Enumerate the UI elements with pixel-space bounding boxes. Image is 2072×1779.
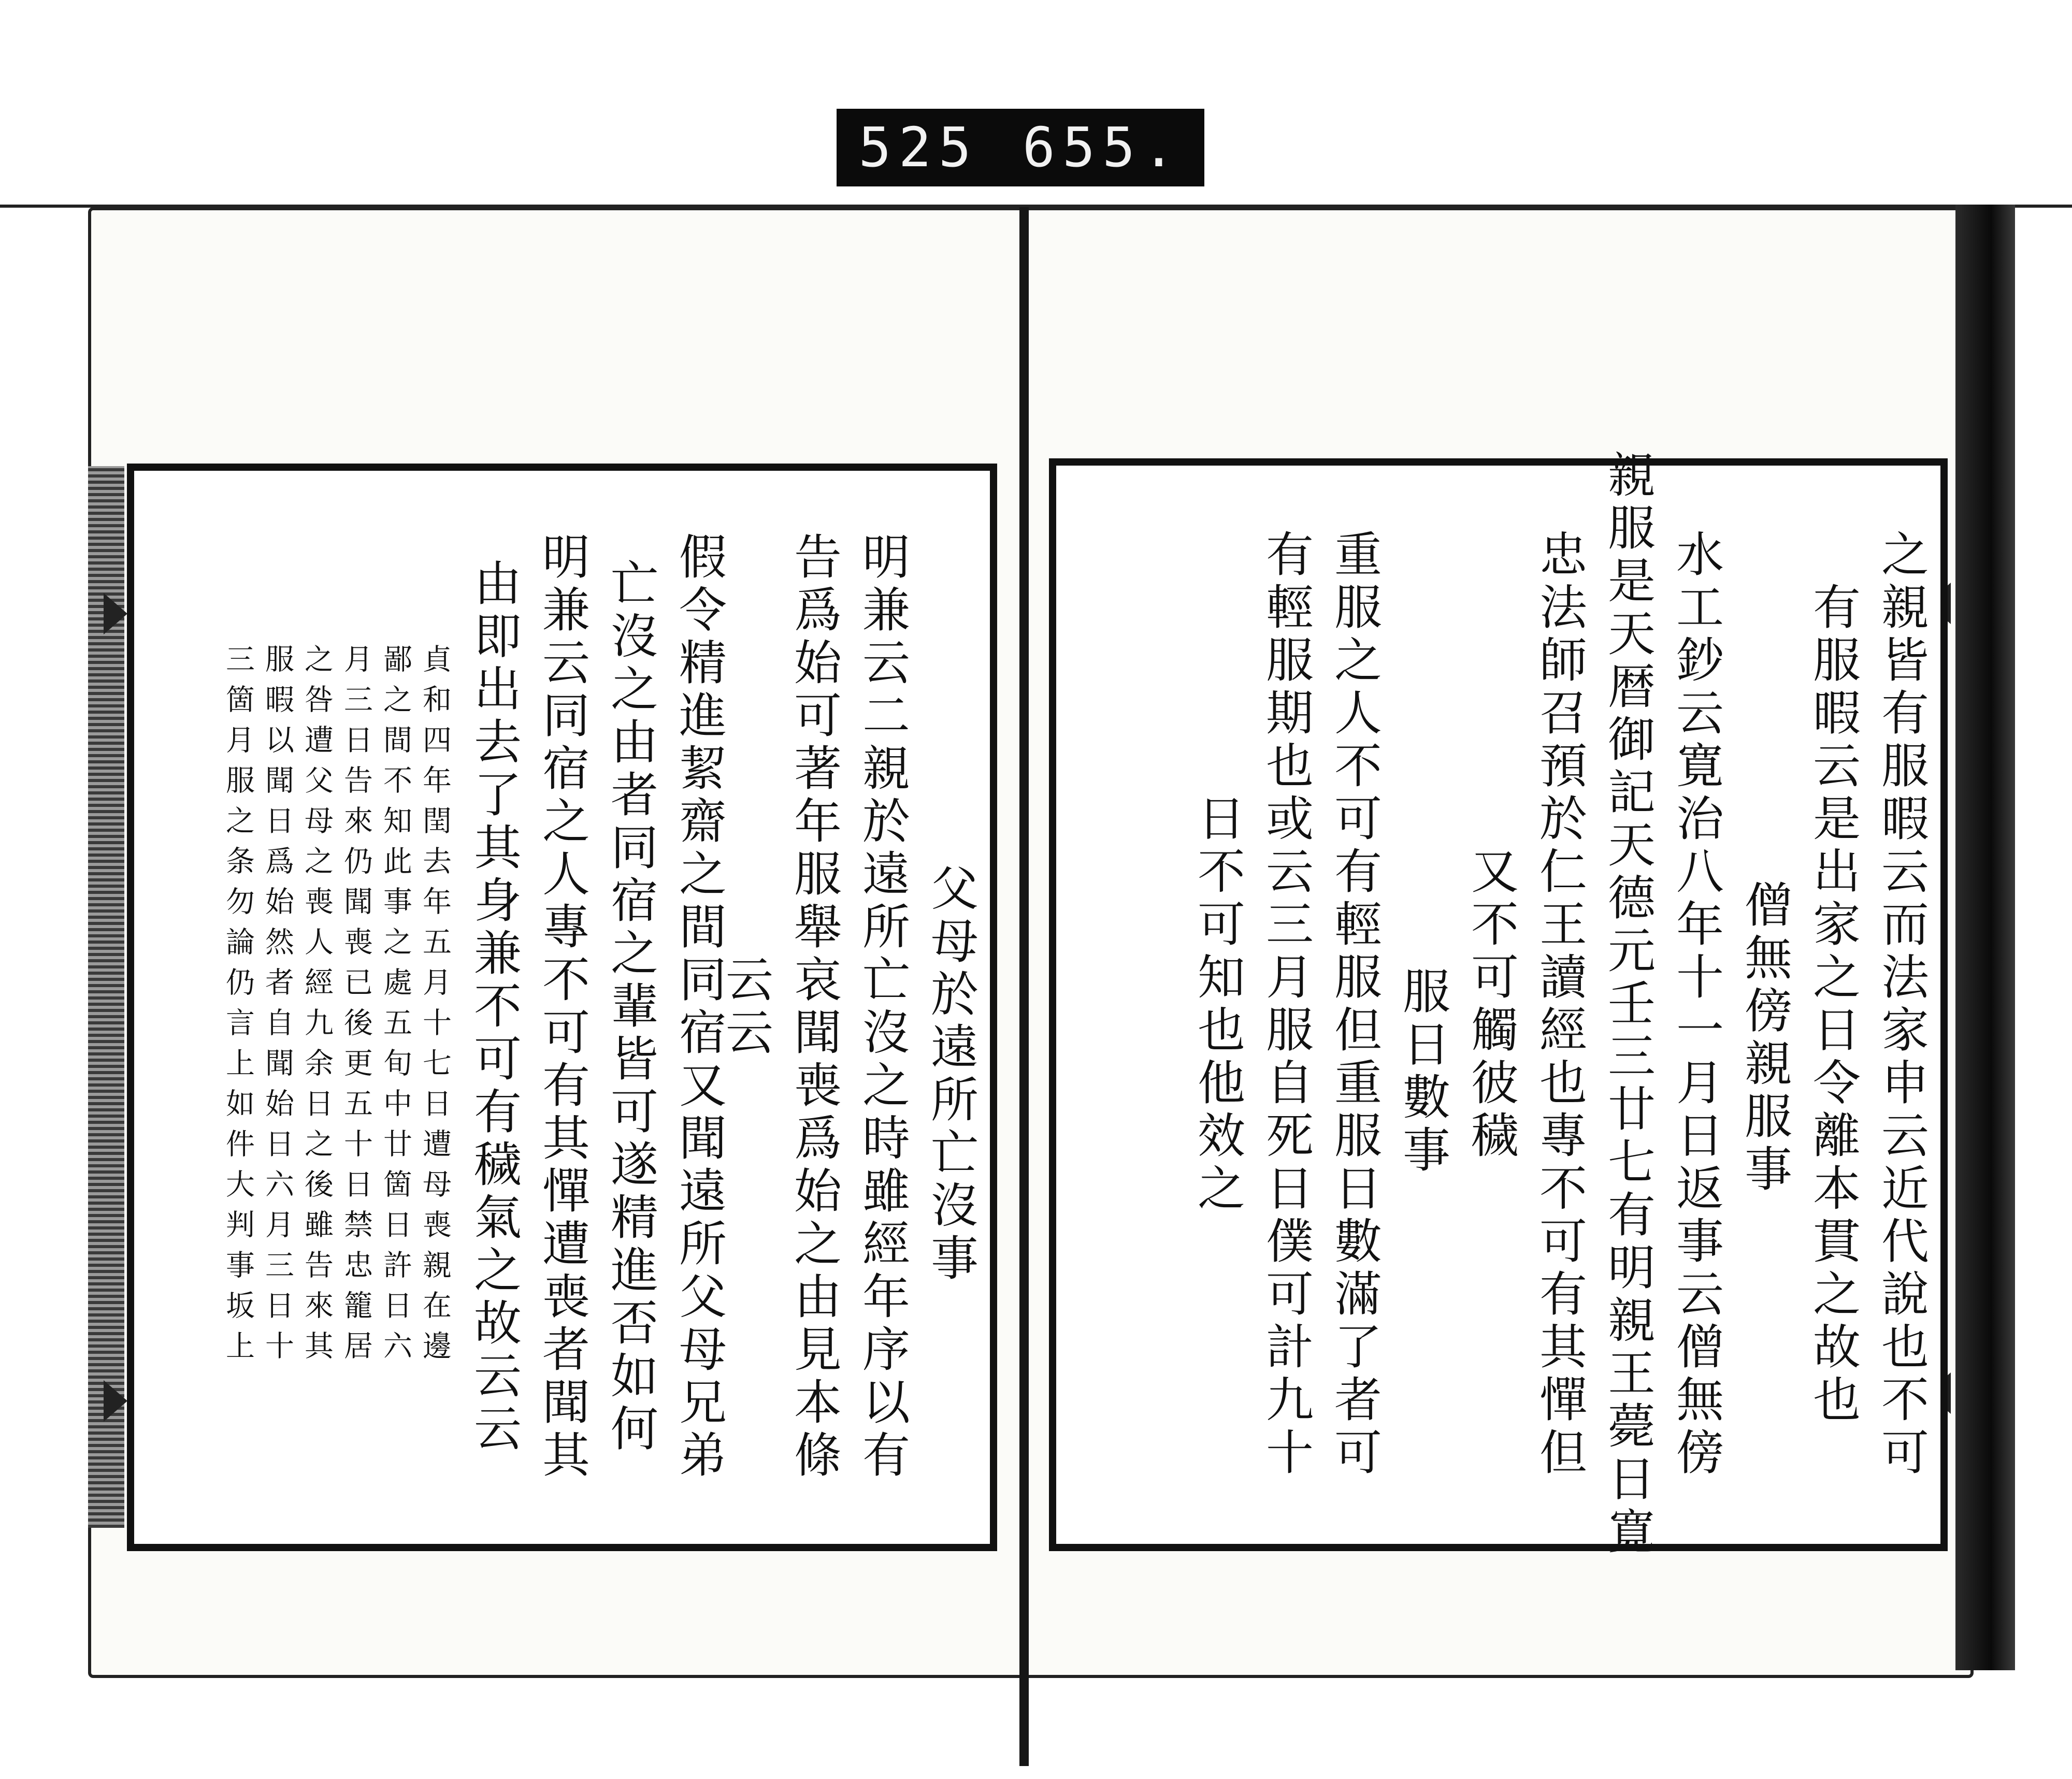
- section-heading: 服日數事: [1395, 966, 1450, 1178]
- text-column: 水工鈔云寛治八年十一月日返事云僧無傍: [1668, 529, 1724, 1480]
- section-heading: 僧無傍親服事: [1737, 880, 1792, 1197]
- text-column: 又不可觸彼穢: [1463, 846, 1519, 1163]
- left-fish-tail-mark-top: [104, 593, 127, 634]
- section-heading: 父母於遠所亡沒事: [923, 863, 979, 1286]
- left-page-text: [150, 491, 979, 1523]
- text-column: 明兼云二親於遠所亡沒之時雖經年序以有: [855, 532, 910, 1483]
- text-column-short: 云云: [718, 954, 773, 1060]
- text-column: 假令精進絜齋之間同宿又聞遠所父母兄弟: [671, 532, 727, 1483]
- text-column: 忠法師召預於仁王讀經也專不可有其憚但: [1532, 529, 1587, 1480]
- book-gutter: [1019, 207, 1029, 1766]
- text-column: 日不可知也他效之: [1190, 793, 1245, 1216]
- left-fish-tail-mark-bottom: [104, 1380, 127, 1422]
- text-column: 有服暇云是出家之日令離本貫之故也: [1805, 582, 1861, 1427]
- right-page-frame: [1049, 450, 1948, 1559]
- text-column: 有輕服期也或云三月服自死日僕可計九十: [1258, 529, 1314, 1480]
- annotation-column: 月三日告來仍聞喪已後更五十日禁忠籠居: [339, 644, 373, 1371]
- annotation-column: 三箇月服之条勿論仍言上如件大判事坂上: [221, 644, 255, 1371]
- text-column: 亡沒之由者同宿之輩皆可遂精進否如何: [603, 558, 658, 1456]
- right-page-text: [1072, 450, 1929, 1559]
- archive-number-right: 655.: [1022, 116, 1183, 179]
- text-column: 親服是天暦御記天德元壬三廿七有明親王薨日寛: [1600, 450, 1656, 1559]
- text-column: 明兼云同宿之人專不可有其憚遭喪者聞其: [535, 532, 590, 1483]
- archive-number-left: 525: [858, 116, 979, 179]
- annotation-column: 貞和四年閏去年五月十七日遭母喪親在邊: [418, 644, 452, 1371]
- annotation-column: 服暇以聞日爲始然者自聞始日六月三日十: [261, 644, 294, 1371]
- annotation-column: 之咎遭父母之喪人經九余日之後雖告來其: [300, 644, 334, 1371]
- text-column: 由即出去了其身兼不可有穢氣之故云云: [466, 558, 522, 1456]
- text-column: 之親皆有服暇云而法家申云近代說也不可: [1874, 529, 1929, 1480]
- archive-number-plate: [837, 109, 1204, 186]
- annotation-column: 鄙之間不知此事之處五旬中廿箇日許日六: [379, 644, 412, 1371]
- left-page-frame: [127, 464, 997, 1551]
- right-page-edge: [1955, 205, 2015, 1670]
- text-column: 重服之人不可有輕服但重服日數滿了者可: [1327, 529, 1382, 1480]
- text-column: 告爲始可著年服舉哀聞喪爲始之由見本條: [786, 532, 842, 1483]
